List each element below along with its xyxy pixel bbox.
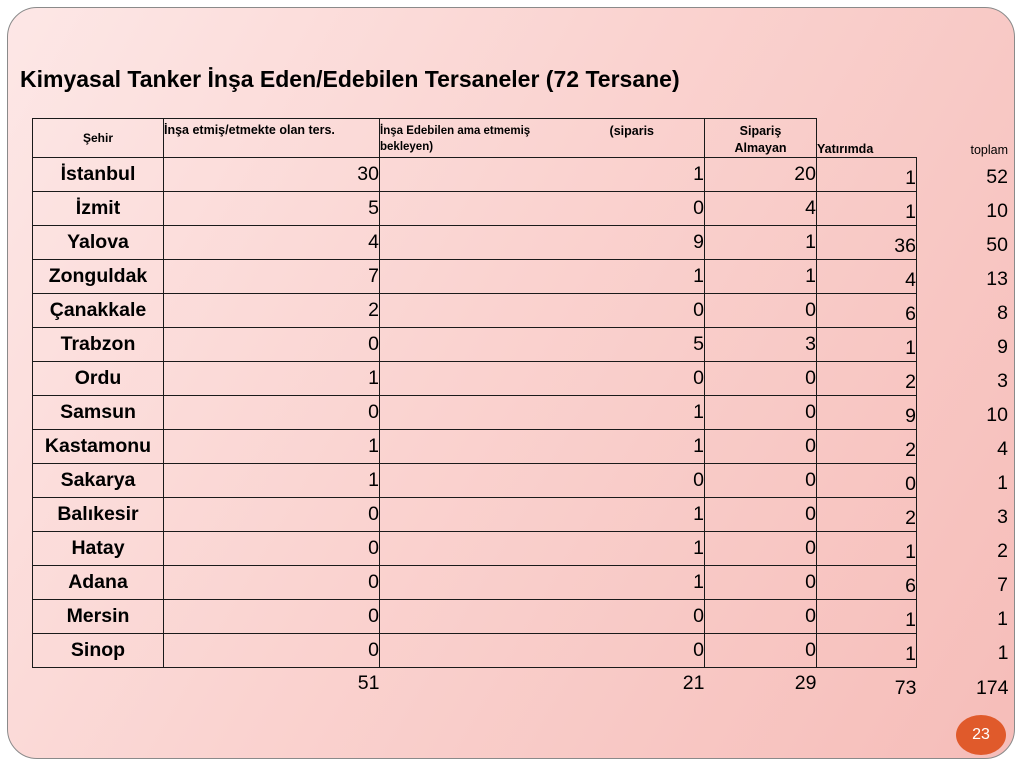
total-siparis: 29 bbox=[794, 672, 817, 694]
header-sehir: Şehir bbox=[33, 119, 164, 158]
header-edebilen-line2: bekleyen) bbox=[380, 141, 434, 153]
edebilen-cell: 0 bbox=[380, 362, 705, 396]
table-row bbox=[33, 362, 1009, 396]
toplam-cell: 1 bbox=[997, 607, 1008, 630]
edebilen-cell: 0 bbox=[380, 294, 705, 328]
insa-cell: 0 bbox=[164, 600, 380, 634]
siparis-almayan-cell: 0 bbox=[705, 600, 817, 634]
city-cell: Zonguldak bbox=[33, 260, 164, 294]
siparis-almayan-cell: 20 bbox=[705, 158, 817, 192]
toplam-cell: 10 bbox=[986, 199, 1008, 222]
toplam-cell: 52 bbox=[986, 165, 1008, 188]
toplam-cell: 9 bbox=[997, 335, 1008, 358]
insa-cell: 2 bbox=[164, 294, 380, 328]
toplam-cell: 7 bbox=[997, 573, 1008, 596]
header-insa: İnşa etmiş/etmekte olan ters. bbox=[164, 119, 380, 158]
insa-cell: 4 bbox=[164, 226, 380, 260]
header-yatirimda: Yatırımda bbox=[817, 119, 917, 158]
yatirimda-cell: 6 bbox=[817, 566, 917, 600]
table-row bbox=[33, 498, 1009, 532]
edebilen-cell: 0 bbox=[380, 634, 705, 668]
siparis-almayan-cell: 0 bbox=[705, 362, 817, 396]
toplam-cell: 13 bbox=[986, 267, 1008, 290]
edebilen-cell: 1 bbox=[380, 260, 705, 294]
edebilen-cell: 5 bbox=[380, 328, 705, 362]
table-row bbox=[33, 260, 1009, 294]
insa-cell: 0 bbox=[164, 634, 380, 668]
table-row bbox=[33, 328, 1009, 362]
table-row bbox=[33, 192, 1009, 226]
siparis-almayan-cell: 0 bbox=[705, 498, 817, 532]
edebilen-cell: 1 bbox=[380, 158, 705, 192]
yatirimda-cell: 2 bbox=[817, 430, 917, 464]
yatirimda-cell: 1 bbox=[817, 634, 917, 668]
total-insa: 51 bbox=[357, 672, 380, 694]
edebilen-cell: 0 bbox=[380, 464, 705, 498]
city-cell: Samsun bbox=[33, 396, 164, 430]
totals-spacer bbox=[33, 668, 164, 702]
siparis-almayan-cell: 0 bbox=[705, 532, 817, 566]
siparis-almayan-cell: 4 bbox=[705, 192, 817, 226]
header-row bbox=[33, 119, 1009, 158]
table-row bbox=[33, 396, 1009, 430]
yatirimda-cell: 1 bbox=[817, 192, 917, 226]
insa-cell: 1 bbox=[164, 362, 380, 396]
edebilen-cell: 0 bbox=[380, 192, 705, 226]
toplam-cell: 1 bbox=[997, 641, 1009, 664]
header-toplam: toplam bbox=[970, 142, 1008, 157]
siparis-almayan-cell: 0 bbox=[705, 566, 817, 600]
yatirimda-cell: 36 bbox=[817, 226, 917, 260]
header-edebilen bbox=[380, 119, 705, 158]
edebilen-cell: 1 bbox=[380, 498, 705, 532]
edebilen-cell: 9 bbox=[380, 226, 705, 260]
toplam-cell: 4 bbox=[997, 437, 1008, 460]
table-row bbox=[33, 464, 1009, 498]
edebilen-cell: 1 bbox=[380, 532, 705, 566]
insa-cell: 1 bbox=[164, 430, 380, 464]
total-edebilen: 21 bbox=[682, 672, 705, 694]
insa-cell: 5 bbox=[164, 192, 380, 226]
yatirimda-cell: 1 bbox=[817, 158, 917, 192]
yatirimda-cell: 2 bbox=[817, 362, 917, 396]
city-cell: Adana bbox=[33, 566, 164, 600]
edebilen-cell: 1 bbox=[380, 396, 705, 430]
shipyard-table bbox=[32, 118, 1009, 702]
siparis-almayan-cell: 0 bbox=[705, 396, 817, 430]
siparis-almayan-cell: 0 bbox=[705, 634, 817, 668]
insa-cell: 0 bbox=[164, 532, 380, 566]
total-toplam: 174 bbox=[975, 676, 1009, 699]
table-row bbox=[33, 430, 1009, 464]
yatirimda-cell: 1 bbox=[817, 328, 917, 362]
edebilen-cell: 1 bbox=[380, 566, 705, 600]
siparis-almayan-cell: 3 bbox=[705, 328, 817, 362]
yatirimda-cell: 2 bbox=[817, 498, 917, 532]
table-row bbox=[33, 294, 1009, 328]
city-cell: Yalova bbox=[33, 226, 164, 260]
city-cell: Sakarya bbox=[33, 464, 164, 498]
yatirimda-cell: 4 bbox=[817, 260, 917, 294]
siparis-almayan-cell: 1 bbox=[705, 226, 817, 260]
insa-cell: 0 bbox=[164, 328, 380, 362]
toplam-cell: 2 bbox=[997, 539, 1008, 562]
table-row bbox=[33, 158, 1009, 192]
city-cell: İstanbul bbox=[33, 158, 164, 192]
slide bbox=[7, 7, 1015, 759]
yatirimda-cell: 9 bbox=[817, 396, 917, 430]
yatirimda-cell: 0 bbox=[817, 464, 917, 498]
insa-cell: 0 bbox=[164, 498, 380, 532]
toplam-cell: 8 bbox=[997, 301, 1008, 324]
toplam-cell: 10 bbox=[986, 403, 1008, 426]
city-cell: Kastamonu bbox=[33, 430, 164, 464]
header-edebilen-line1b: (siparis bbox=[609, 124, 654, 138]
insa-cell: 30 bbox=[164, 158, 380, 192]
toplam-cell: 1 bbox=[997, 471, 1008, 494]
header-edebilen-line1: İnşa Edebilen ama etmemiş bbox=[380, 125, 531, 137]
total-yatirimda: 73 bbox=[894, 676, 917, 699]
page-number-badge: 23 bbox=[956, 715, 1006, 755]
edebilen-cell: 1 bbox=[380, 430, 705, 464]
siparis-almayan-cell: 1 bbox=[705, 260, 817, 294]
edebilen-cell: 0 bbox=[380, 600, 705, 634]
insa-cell: 0 bbox=[164, 396, 380, 430]
insa-cell: 7 bbox=[164, 260, 380, 294]
header-siparis bbox=[705, 119, 817, 158]
siparis-almayan-cell: 0 bbox=[705, 464, 817, 498]
city-cell: İzmit bbox=[33, 192, 164, 226]
header-siparis-line1: Sipariş bbox=[739, 124, 782, 138]
city-cell: Sinop bbox=[33, 634, 164, 668]
toplam-cell: 3 bbox=[997, 369, 1008, 392]
yatirimda-cell: 1 bbox=[817, 600, 917, 634]
city-cell: Ordu bbox=[33, 362, 164, 396]
city-cell: Balıkesir bbox=[33, 498, 164, 532]
city-cell: Mersin bbox=[33, 600, 164, 634]
insa-cell: 0 bbox=[164, 566, 380, 600]
siparis-almayan-cell: 0 bbox=[705, 430, 817, 464]
insa-cell: 1 bbox=[164, 464, 380, 498]
table-row bbox=[33, 600, 1009, 634]
city-cell: Hatay bbox=[33, 532, 164, 566]
table-row bbox=[33, 532, 1009, 566]
totals-row bbox=[33, 668, 1009, 702]
table-row bbox=[33, 566, 1009, 600]
siparis-almayan-cell: 0 bbox=[705, 294, 817, 328]
toplam-cell: 50 bbox=[986, 233, 1008, 256]
header-siparis-line2: Almayan bbox=[734, 141, 787, 155]
yatirimda-cell: 1 bbox=[817, 532, 917, 566]
yatirimda-cell: 6 bbox=[817, 294, 917, 328]
city-cell: Trabzon bbox=[33, 328, 164, 362]
city-cell: Çanakkale bbox=[33, 294, 164, 328]
table-row bbox=[33, 226, 1009, 260]
slide-title: Kimyasal Tanker İnşa Eden/Edebilen Tersaneler (72 Tersane) bbox=[20, 66, 680, 92]
table-row bbox=[33, 634, 1009, 668]
toplam-cell: 3 bbox=[997, 505, 1008, 528]
